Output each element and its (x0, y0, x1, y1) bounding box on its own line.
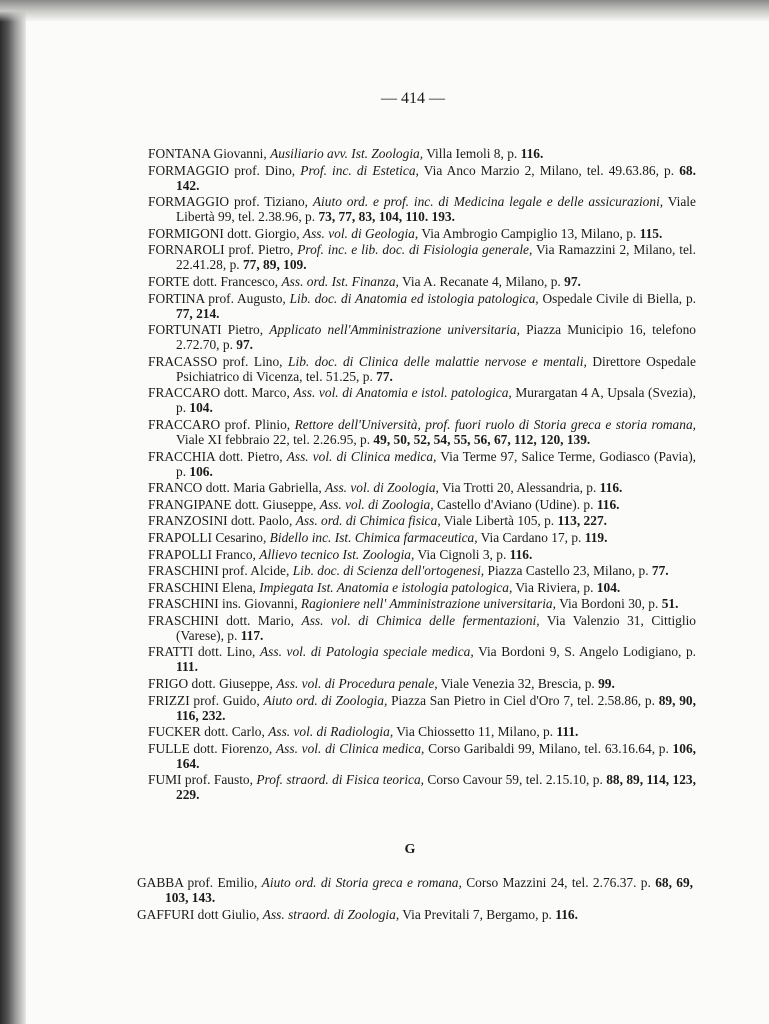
entry-surname: FRAPOLLI (148, 546, 212, 562)
entry-person: prof. Emilio, (187, 875, 258, 890)
entry-address: Viale Libertà 105, p. (443, 513, 555, 529)
entry-pages: 106. (189, 463, 213, 479)
entry-surname: FUMI (148, 772, 182, 788)
directory-entry (137, 875, 693, 905)
entry-person: Pietro, (227, 322, 264, 338)
entry-role: Ass. vol. di Patologia speciale medica, (260, 644, 474, 660)
entry-role: Aiuto ord. di Zoologia, (263, 692, 388, 708)
entry-pages: 111. (556, 724, 579, 740)
entry-role: Ass. vol. di Geologia, (302, 225, 419, 241)
entry-person: dott. Fiorenzo, (193, 740, 273, 756)
entry-surname: FRAPOLLI (148, 529, 212, 545)
entry-person: prof. Plinio, (224, 416, 291, 432)
entry-pages: 51. (661, 596, 679, 612)
entry-pages: 99. (598, 676, 615, 692)
entry-role: Applicato nell'Amministrazione universitaria, (269, 322, 520, 338)
directory-entry (148, 676, 696, 691)
entry-address: Via Cardano 17, p. (480, 529, 582, 545)
entry-address: Via Anco Marzio 2, Milano, tel. 49.63.86, p. (423, 162, 675, 178)
directory-entry (148, 741, 696, 771)
entry-person: ins. Giovanni, (222, 596, 298, 612)
directory-entry (148, 547, 696, 562)
entry-person: Cesarino, (215, 529, 267, 545)
entry-role: Prof. inc. e lib. doc. di Fisiologia generale, (297, 242, 533, 258)
directory-entry (148, 449, 696, 479)
entry-pages: 77. (376, 368, 393, 384)
page-number: — 414 — (381, 90, 445, 107)
entry-person: prof. Guido, (193, 692, 260, 708)
entry-surname: FRASCHINI (148, 563, 219, 579)
entry-person: Elena, (222, 579, 256, 595)
entry-person: dott. Marco, (223, 385, 290, 401)
entry-surname: GAFFURI (137, 906, 195, 922)
entry-surname: FORMAGGIO (148, 162, 230, 178)
directory-entry (148, 724, 696, 739)
entry-address: Corso Garibaldi 99, Milano, tel. 63.16.64, p. (428, 740, 669, 756)
entry-surname: FUCKER (148, 724, 201, 740)
entry-person: dott. Carlo, (204, 724, 265, 740)
entry-pages: 115. (639, 225, 663, 241)
entry-person: dott. Lino, (197, 644, 256, 660)
entry-person: prof. Dino, (234, 162, 296, 178)
entry-address: Piazza San Pietro in Ciel d'Oro 7, tel. 2.58.86, p. (391, 692, 655, 708)
entry-role: Aiuto ord. e prof. inc. di Medicina legale e delle assicurazioni, (312, 194, 664, 210)
directory-entry (148, 596, 696, 611)
entry-role: Ass. vol. di Anatomia e istol. patologica, (293, 385, 512, 401)
entry-pages: 88, 89, 114, 123, 229. (176, 772, 696, 803)
entry-address: Viale XI febbraio 22, tel. 2.26.95, p. (176, 431, 371, 447)
entry-pages: 117. (240, 627, 264, 643)
entry-role: Impiegata Ist. Anatomia e istologia patologica, (259, 579, 513, 595)
directory-entry (148, 480, 696, 495)
entry-person: prof. Augusto, (208, 290, 286, 306)
entry-surname: FORNAROLI (148, 242, 225, 258)
entry-person: prof. Tiziano, (233, 194, 309, 210)
entry-pages: 73, 77, 83, 104, 110. 193. (318, 209, 455, 225)
entry-role: Ass. vol. di Chimica delle fermentazioni, (301, 612, 540, 628)
entry-surname: FRATTI (148, 644, 194, 660)
directory-entry (148, 274, 696, 289)
entry-address: Via Trotti 20, Alessandria, p. (442, 480, 597, 496)
directory-entry (148, 354, 696, 384)
entry-pages: 68, 69, 103, 143. (165, 875, 694, 905)
entry-address: Via Ramazzini 2, Milano, tel. 22.41.28, p. (176, 242, 696, 273)
entry-role: Ass. vol. di Zoologia, (319, 496, 434, 512)
entry-surname: FORTUNATI (148, 322, 222, 338)
entry-person: prof. Lino, (222, 353, 283, 369)
entry-person: dott. Mario, (226, 612, 294, 628)
entry-address: Via Ambrogio Campiglio 13, Milano, p. (421, 225, 637, 241)
entry-pages: 116. (596, 496, 620, 512)
entry-address: Via Bordoni 9, S. Angelo Lodigiano, p. (478, 644, 697, 660)
entry-surname: FULLE (148, 740, 190, 756)
scan-top-edge (0, 0, 769, 22)
entry-surname: FRACCARO (148, 385, 221, 401)
entry-surname: FRANCO (148, 480, 203, 496)
entry-role: Prof. inc. di Estetica, (300, 162, 419, 178)
entry-person: dott. Giuseppe, (191, 676, 273, 692)
directory-entry (148, 242, 696, 272)
entry-role: Ragioniere nell' Amministrazione universitaria, (300, 596, 556, 612)
entry-pages: 104. (189, 400, 213, 416)
directory-entries-g (137, 875, 693, 923)
entry-role: Bidello inc. Ist. Chimica farmaceutica, (269, 529, 478, 545)
directory-entry (148, 417, 696, 447)
entry-pages: 106, 164. (176, 740, 696, 771)
entry-address: Piazza Municipio 16, telefono 2.72.70, p. (176, 322, 696, 353)
entry-person: dott. Giuseppe, (234, 496, 317, 512)
entry-surname: FRANZOSINI (148, 513, 228, 529)
entry-role: Ausiliario avv. Ist. Zoologia, (270, 146, 424, 161)
entry-address: Via Previtali 7, Bergamo, p. (402, 906, 552, 922)
entry-surname: FRASCHINI (148, 579, 219, 595)
entry-surname: FORMAGGIO (148, 194, 230, 210)
entry-surname: FORTE (148, 273, 190, 289)
entry-role: Ass. vol. di Radiologia, (268, 724, 394, 740)
entry-pages: 77, 214. (176, 305, 220, 321)
directory-entry (148, 513, 696, 528)
entry-address: Via Bordoni 30, p. (559, 596, 659, 612)
entry-address: Via Valenzio 31, Cittiglio (Varese), p. (176, 612, 696, 643)
entry-pages: 89, 90, 116, 232. (176, 692, 696, 723)
entry-pages: 119. (584, 529, 608, 545)
entry-surname: FORMIGONI (148, 225, 224, 241)
entry-role: Allievo tecnico Ist. Zoologia, (259, 546, 415, 562)
entry-person: prof. Fausto, (184, 772, 253, 788)
entry-pages: 97. (236, 337, 254, 353)
entry-person: Franco, (215, 546, 256, 562)
directory-entry (148, 563, 696, 578)
entry-pages: 68. 142. (176, 162, 696, 193)
entry-pages: 116. (520, 146, 544, 161)
entry-pages: 113, 227. (557, 513, 607, 529)
entry-pages: 116. (599, 480, 623, 496)
entry-surname: FRANGIPANE (148, 496, 232, 512)
directory-entry (148, 772, 696, 802)
entry-role: Lib. doc. di Anatomia ed istologia patologica, (289, 290, 539, 306)
entry-role: Ass. vol. di Clinica medica, (275, 740, 425, 756)
entry-address: Via Riviera, p. (515, 579, 594, 595)
entry-person: prof. Pietro, (228, 242, 294, 258)
entry-address: Corso Mazzini 24, tel. 2.76.37. p. (466, 875, 651, 890)
entry-pages: 116. (509, 546, 533, 562)
entry-role: Lib. doc. di Scienza dell'ortogenesi, (292, 563, 485, 579)
entry-surname: FONTANA (148, 146, 211, 161)
directory-entry (148, 146, 696, 161)
entry-role: Rettore dell'Università, prof. fuori ruolo di Storia greca e storia romana, (294, 416, 696, 432)
entry-pages: 77, 89, 109. (242, 257, 307, 273)
entry-person: dott. Giorgio, (227, 225, 300, 241)
entry-address: Via Terme 97, Salice Terme, Godiasco (Pavia), p. (176, 448, 696, 479)
directory-entry (148, 322, 696, 352)
entry-address: Villa Iemoli 8, p. (426, 146, 518, 161)
entry-address: Via A. Recanate 4, Milano, p. (402, 273, 561, 289)
entry-pages: 116. (555, 906, 578, 922)
directory-entry (148, 163, 696, 193)
entry-person: prof. Alcide, (222, 563, 290, 579)
entry-surname: FRACCARO (148, 416, 221, 432)
entry-surname: FRASCHINI (148, 596, 219, 612)
entry-person: dott. Maria Gabriella, (205, 480, 322, 496)
entry-pages: 97. (564, 273, 581, 289)
entry-address: Via Chiossetto 11, Milano, p. (396, 724, 554, 740)
entry-address: Piazza Castello 23, Milano, p. (487, 563, 649, 579)
entry-address: Via Cignoli 3, p. (417, 546, 507, 562)
entry-pages: 104. (596, 579, 621, 595)
entry-person: dott Giulio, (197, 906, 260, 922)
entry-address: Murargatan 4 A, Upsala (Svezia), p. (176, 385, 696, 416)
entry-address: Ospedale Civile di Biella, p. (542, 290, 696, 306)
directory-entry (148, 385, 696, 415)
entry-role: Ass. vol. di Zoologia, (325, 480, 439, 496)
directory-entry (148, 613, 696, 643)
section-letter-heading: G (404, 842, 416, 857)
entry-role: Ass. ord. di Chimica fisica, (295, 513, 441, 529)
entry-role: Ass. vol. di Clinica medica, (286, 448, 437, 464)
entry-role: Ass. vol. di Procedura penale, (276, 676, 438, 692)
directory-entry (148, 693, 696, 723)
entry-address: Castello d'Aviano (Udine). p. (436, 496, 594, 512)
directory-entries-f (148, 146, 696, 804)
directory-entry (148, 194, 696, 224)
directory-entry (148, 291, 696, 321)
directory-entry (137, 907, 693, 922)
entry-role: Ass. straord. di Zoologia, (262, 906, 400, 922)
entry-address: Corso Cavour 59, tel. 2.15.10, p. (427, 772, 603, 788)
entry-surname: FRIZZI (148, 692, 190, 708)
directory-entry (148, 644, 696, 674)
entry-role: Prof. straord. di Fisica teorica, (256, 772, 425, 788)
entry-person: dott. Francesco, (192, 273, 279, 289)
entry-person: dott. Pietro, (219, 448, 283, 464)
entry-surname: FRASCHINI (148, 612, 219, 628)
directory-entry (148, 530, 696, 545)
entry-person: Giovanni, (213, 146, 267, 161)
entry-role: Ass. ord. Ist. Finanza, (281, 273, 399, 289)
entry-pages: 49, 50, 52, 54, 55, 56, 67, 112, 120, 139. (373, 431, 591, 447)
directory-entry (148, 226, 696, 241)
entry-role: Aiuto ord. di Storia greca e romana, (261, 875, 462, 890)
directory-entry (148, 580, 696, 595)
entry-role: Lib. doc. di Clinica delle malattie nervose e mentali, (288, 353, 587, 369)
entry-surname: GABBA (137, 875, 184, 890)
entry-pages: 77. (651, 563, 669, 579)
entry-address: Viale Venezia 32, Brescia, p. (440, 676, 595, 692)
entry-person: dott. Paolo, (230, 513, 293, 529)
entry-address: Viale Libertà 99, tel. 2.38.96, p. (176, 194, 696, 225)
entry-surname: FRACASSO (148, 353, 218, 369)
entry-address: Direttore Ospedale Psichiatrico di Vicenza, tel. 51.25, p. (176, 353, 696, 384)
book-binding-edge (0, 0, 26, 1024)
entry-surname: FRIGO (148, 676, 189, 692)
entry-surname: FORTINA (148, 290, 205, 306)
directory-entry (148, 497, 696, 512)
entry-pages: 111. (176, 659, 198, 675)
entry-surname: FRACCHIA (148, 448, 215, 464)
